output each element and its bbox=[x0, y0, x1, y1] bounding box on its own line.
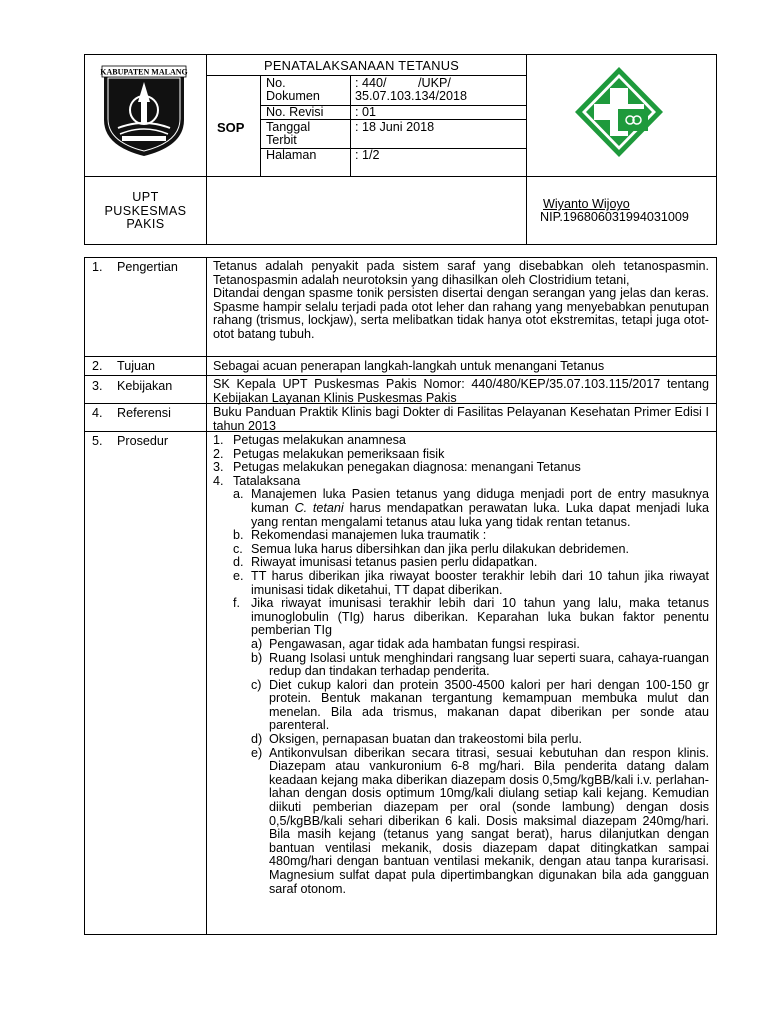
tig-item: c) Diet cukup kalori dan protein 3500-4500 kalori per hari dengan 100-150 gr protein. Bentuk makanan tergantung kemampuan membuka mulut dan menelan. Bila ada trismus, makanan dapat diberikan per sonde atau parenteral. bbox=[251, 677, 709, 733]
tatalaksana-item: b. Rekomendasi manajemen luka traumatik : bbox=[233, 528, 487, 543]
kabupaten-malang-logo bbox=[98, 62, 190, 158]
svg-text:KABUPATEN MALANG: KABUPATEN MALANG bbox=[100, 67, 188, 77]
tatalaksana-item: a. Manajemen luka Pasien tetanus yang diduga menjadi port de entry masuknya kuman C. tetani harus mendapatkan perawatan luka. Luka dapat menjadi luka yang rentan mengalami tetanus atau luka yang tidak rentan tetanus. bbox=[233, 487, 709, 529]
sop-label: SOP bbox=[217, 120, 245, 135]
pengertian-text bbox=[213, 260, 709, 342]
section-label-referensi: Referensi bbox=[117, 406, 171, 420]
puskesmas-logo bbox=[572, 64, 666, 160]
section-label-kebijakan: Kebijakan bbox=[117, 379, 173, 393]
meta-value-halaman: : 1/2 bbox=[355, 148, 380, 162]
prosedur-step: 2. Petugas melakukan pemeriksaan fisik bbox=[213, 446, 445, 461]
meta-label-tanggal-terbit: Tanggal Terbit bbox=[266, 120, 311, 147]
tatalaksana-item: c. Semua luka harus dibersihkan dan jika perlu dilakukan debridemen. bbox=[233, 541, 630, 556]
tig-sublist bbox=[251, 638, 709, 896]
section-label-prosedur: Prosedur bbox=[117, 434, 169, 448]
tig-item: b) Ruang Isolasi untuk menghindari rangsang luar seperti suara, cahaya-ruangan redup dan tindakan terhadap penderita. bbox=[251, 650, 709, 679]
prosedur-content bbox=[213, 434, 709, 896]
prosedur-steps bbox=[213, 434, 709, 896]
signer-name: Wiyanto Wijoyo bbox=[543, 197, 630, 211]
pengertian-paragraph-2: Ditandai dengan spasme tonik persisten disertai dengan serangan yang jelas dan keras. Spasme hampir selalu terjadi pada otot leher dan rahang yang menyebabkan penutupan rahang (trismus, lockjaw), serta melibatkan tidak hanya otot ekstremitas, tetapi juga otot-otot batang tubuh. bbox=[213, 286, 709, 341]
signer-nip: NIP.196806031994031009 bbox=[540, 210, 689, 224]
document-title: PENATALAKSANAAN TETANUS bbox=[264, 58, 460, 73]
section-num-tujuan: 2. bbox=[92, 359, 103, 373]
meta-value-tanggal-terbit: : 18 Juni 2018 bbox=[355, 120, 435, 134]
meta-label-halaman: Halaman bbox=[266, 148, 317, 162]
kebijakan-text: SK Kepala UPT Puskesmas Pakis Nomor: 440/480/KEP/35.07.103.115/2017 tentang Kebijakan Layanan Klinis Puskesmas Pakis bbox=[213, 377, 709, 405]
tatalaksana-list bbox=[233, 488, 709, 896]
section-label-tujuan: Tujuan bbox=[117, 359, 156, 373]
unit-name: UPT PUSKESMAS PAKIS bbox=[104, 190, 187, 231]
meta-value-no-revisi: : 01 bbox=[355, 105, 377, 119]
tig-item: e) Antikonvulsan diberikan secara titrasi, sesuai kebutuhan dan respon klinis. Diazepam atau vankuronium 6-8 mg/hari. Bila penderita datang dalam keadaan kejang maka diberikan diazepam dosis 0,5mg/kgBB/kali i.v. perlahan-lahan dengan dosis optimum 10mg/kali diulang setiap kali kejang. Kemudian diikuti pemberian diazepam per oral (sonde lambung) dengan dosis 0,5/kgBB/kali sehari diberikan 6 kali. Dosis maksimal diazepam 240mg/hari. Bila masih kejang (tetanus yang sangat berat), harus dilanjutkan dengan bantuan ventilasi mekanik, dosis diazepam dapat ditingkatkan sampai 480mg/hari dengan bantuan ventilasi mekanik, dengan atau tanpa kurarisasi. Magnesium sulfat dapat pula dipertimbangkan digunakan bila ada gangguan saraf otonom. bbox=[251, 745, 709, 896]
section-num-referensi: 4. bbox=[92, 406, 103, 420]
tig-item: d) Oksigen, pernapasan buatan dan trakeostomi bila perlu. bbox=[251, 732, 582, 747]
section-label-pengertian: Pengertian bbox=[117, 260, 178, 274]
meta-label-no-dokumen: No. Dokumen bbox=[266, 76, 320, 103]
section-num-kebijakan: 3. bbox=[92, 379, 103, 393]
section-num-pengertian: 1. bbox=[92, 260, 103, 274]
referensi-text: Buku Panduan Praktik Klinis bagi Dokter di Fasilitas Pelayanan Kesehatan Primer Edisi I tahun 2013 bbox=[213, 405, 709, 433]
tujuan-text: Sebagai acuan penerapan langkah-langkah untuk menangani Tetanus bbox=[213, 359, 605, 373]
meta-value-no-dokumen: : 440/ /UKP/ 35.07.103.134/2018 bbox=[355, 76, 468, 103]
tatalaksana-item: f. Jika riwayat imunisasi terakhir lebih dari 10 tahun yang lalu, maka tetanus imunoglobulin (TIg) harus diberikan. Keparahan luka bukan faktor penentu pemberian TIg a) Pengawasan, agar tidak ada hambatan fungsi respirasi. b) Ruang Isolasi untuk menghindari rangsang luar seperti suara, cahaya-ruangan redup dan tindakan terhadap penderita. c) Diet cukup kalori dan protein 3500-4500 kalori per hari dengan 100-150 gr protein. Bentuk makanan tergantung kemampuan membuka mulut dan menelan. Bila ada trismus, makanan dapat diberikan per sonde atau parenteral. d) Oksigen, pernapasan buatan dan trakeostomi bila perlu. e) Antikonvulsan diberikan secara titrasi, sesuai kebutuhan dan respon klinis. Diazepam atau vankuronium 6-8 mg/hari. Bila penderita datang dalam keadaan kejang maka diberikan diazepam dosis 0,5mg/kgBB/kali i.v. perlahan-lahan dengan dosis optimum 10mg/kali diulang setiap kali kejang. Kemudian diikuti pemberian diazepam per oral (sonde lambung) dengan dosis 0,5/kgBB/kali sehari diberikan 6 kali. Dosis maksimal diazepam 240mg/hari. Bila masih kejang (tetanus yang sangat berat), harus dilanjutkan dengan bantuan ventilasi mekanik, dosis diazepam dapat ditingkatkan sampai 480mg/hari dengan bantuan ventilasi mekanik, dengan atau tanpa kurarisasi. Magnesium sulfat dapat pula dipertimbangkan digunakan bila ada gangguan saraf otonom. bbox=[233, 596, 709, 896]
pengertian-paragraph-1: Tetanus adalah penyakit pada sistem saraf yang disebabkan oleh tetanospasmin. Tetanospasmin adalah neurotoksin yang dihasilkan oleh Clostridium tetani, bbox=[213, 259, 709, 287]
prosedur-step-tatalaksana: 4. Tatalaksana a. Manajemen luka Pasien tetanus yang diduga menjadi port de entry masuknya kuman C. tetani harus mendapatkan perawatan luka. Luka dapat menjadi luka yang rentan mengalami tetanus atau luka yang tidak rentan tetanus. b. Rekomendasi manajemen luka traumatik : c. Semua luka harus dibersihkan dan jika perlu dilakukan debridemen. d. Riwayat imunisasi tetanus pasien perlu didapatkan. e. TT harus diberikan jika riwayat booster terakhir lebih dari 10 tahun jika riwayat imunisasi tidak diketahui, TT dapat diberikan. f. Jika riwayat imunisasi terakhir lebih dari 10 tahun yang lalu, maka tetanus imunoglobulin (TIg) harus diberikan. Keparahan luka bukan faktor penentu pemberian TIg a) Pengawasan, agar tidak ada hambatan fungsi respirasi. b) Ruang Isolasi untuk menghindari rangsang luar seperti suara, cahaya-ruangan redup dan tindakan terhadap penderita. c) Diet cukup kalori dan protein 3500-4500 kalori per hari dengan 100-150 gr protein. Bentuk makanan tergantung kemampuan membuka mulut dan menelan. Bila ada trismus, makanan dapat diberikan per sonde atau parenteral. d) Oksigen, pernapasan buatan dan trakeostomi bila perlu. e) Antikonvulsan diberikan secara titrasi, sesuai kebutuhan dan respon klinis. Diazepam atau vankuronium 6-8 mg/hari. Bila penderita datang dalam keadaan kejang maka diberikan diazepam dosis 0,5mg/kgBB/kali i.v. perlahan-lahan dengan dosis optimum 10mg/kali diulang setiap kali kejang. Kemudian diikuti pemberian diazepam per oral (sonde lambung) dengan dosis 0,5/kgBB/kali sehari diberikan 6 kali. Dosis maksimal diazepam 240mg/hari. Bila masih kejang (tetanus yang sangat berat), harus dilanjutkan dengan bantuan ventilasi mekanik, dosis diazepam dapat ditingkatkan sampai 480mg/hari dengan bantuan ventilasi mekanik, dengan atau tanpa kurarisasi. Magnesium sulfat dapat pula dipertimbangkan digunakan bila ada gangguan saraf otonom. bbox=[213, 473, 709, 896]
tatalaksana-item: d. Riwayat imunisasi tetanus pasien perlu didapatkan. bbox=[233, 555, 538, 570]
meta-label-no-revisi: No. Revisi bbox=[266, 105, 324, 119]
tig-item: a) Pengawasan, agar tidak ada hambatan fungsi respirasi. bbox=[251, 636, 580, 651]
tatalaksana-item: e. TT harus diberikan jika riwayat booster terakhir lebih dari 10 tahun jika riwayat imunisasi tidak diketahui, TT dapat diberikan. bbox=[233, 568, 709, 597]
prosedur-step: 1. Petugas melakukan anamnesa bbox=[213, 433, 406, 447]
prosedur-step: 3. Petugas melakukan penegakan diagnosa: menangani Tetanus bbox=[213, 460, 581, 475]
section-num-prosedur: 5. bbox=[92, 434, 103, 448]
